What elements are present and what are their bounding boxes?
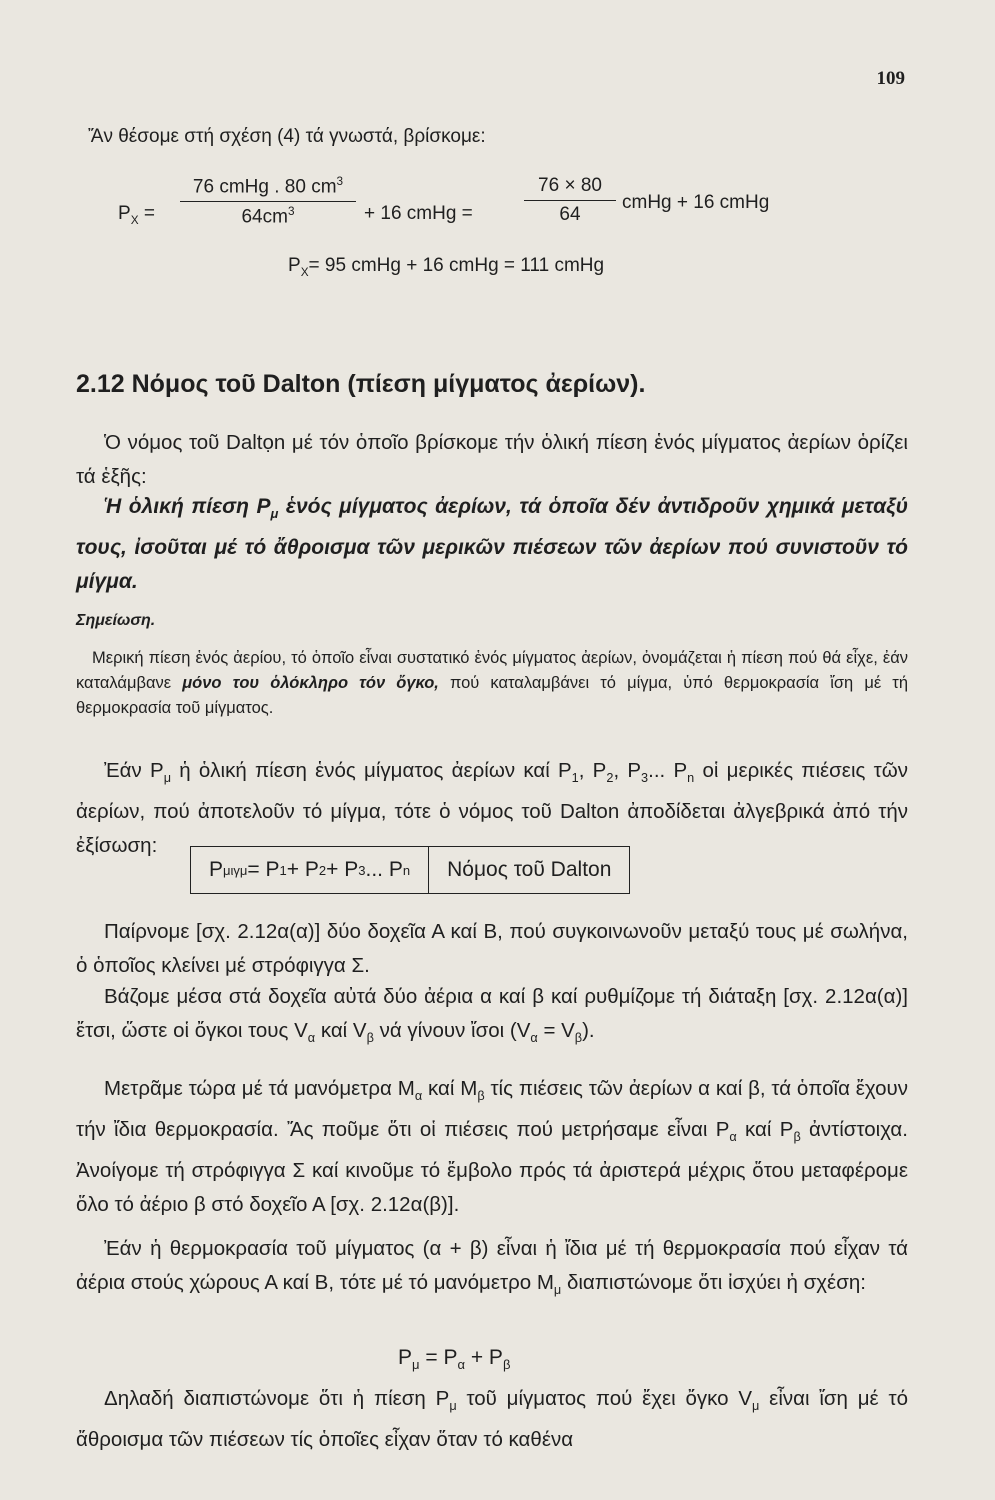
dalton-law-box bbox=[190, 846, 630, 894]
dalton-label: Νόμος τοῦ Dalton bbox=[428, 847, 629, 893]
dalton-equation: P μιγμ = P 1 + P 2 + P 3 ... P n bbox=[209, 858, 411, 881]
note-title: Σημείωση. bbox=[76, 612, 156, 629]
paragraph-conclusion: Δηλαδή διαπιστώνομε ὅτι ἡ πίεση $P_\mu$ τοῦ μίγματος πού ἔχει ὄγκο $V_\mu$ εἶναι ἴση μέ τό ἄθροισμα τῶν πιέσεων τίς ὁποῖες εἶχαν ὅταν τό καθένα bbox=[76, 1387, 908, 1452]
law-statement: Ἡ ὁλική πίεση $P_\mu$ ἑνός μίγματος ἀερίων, τά ὁποῖα δέν ἀντιδροῦν χημικά μεταξύ τους, ἰσοῦται μέ τό ἄθροισμα τῶν μερικῶν πιέσεων τῶν ἀερίων πού συνιστοῦν τό μίγμα. bbox=[76, 495, 908, 594]
formula1-lhs: $P_X$ = bbox=[118, 203, 155, 227]
formula1-fraction1: 76 cmHg . 80 $cm^3$ $64cm^3$ bbox=[180, 175, 356, 229]
formula1-middle: + 16 cmHg = bbox=[364, 203, 473, 224]
paragraph-measurement: Μετρᾶμε τώρα μέ τά μανόμετρα $M_\alpha$ καί $M_\beta$ τίς πιέσεις τῶν ἀερίων α καί β, τά ὁποῖα ἔχουν τήν ἴδια θερμοκρασία. Ἄς ποῦμε ὅτι οἱ πιέσεις πού μετρήσαμε εἶναι $P_\alpha$ καί $P_\beta$ ἀντίστοιχα. Ἀνοίγομε τή στρόφιγγα Σ καί κινοῦμε τό ἔμβολο πρός τά ἀριστερά μέχρις ὅτου μεταφέρομε ὅλο τό ἀέριο β στό δοχεῖο Α [σχ. 2.12α(β)]. bbox=[76, 1077, 908, 1217]
note-text: Μερική πίεση ἑνός ἀερίου, τό ὁποῖο εἶναι συστατικό ἑνός μίγματος ἀερίων, ὀνομάζεται ἡ πίεση πού θά εἶχε, ἐάν καταλάμβανε μόνο του ὁλόκληρο τόν ὄγκο, πού καταλαμβάνει τό μίγμα, ὑπό θερμοκρασία ἴση μέ τή θερμοκρασία τοῦ μίγματος. bbox=[76, 649, 908, 717]
section-heading: 2.12 Νόμος τοῦ Dalton (πίεση μίγματος ἀερίων). bbox=[76, 370, 646, 398]
formula1-tail: cmHg + 16 cmHg bbox=[622, 192, 770, 213]
paragraph-intro: Ὁ νόμος τοῦ Daltọn μέ τόν ὁποῖο βρίσκομε τήν ὁλική πίεση ἑνός μίγματος ἀερίων ὁρίζει τά ἑξῆς: bbox=[76, 431, 908, 488]
formula2: $P_X= 95$ cmHg + 16 cmHg = 111 cmHg bbox=[288, 255, 605, 279]
paragraph-setup: Παίρνομε [σχ. 2.12α(α)] δύο δοχεῖα Α καί Β, πού συγκοινωνοῦν μεταξύ τους μέ σωλήνα, ὁ ὁποῖος κλείνει μέ στρόφιγγα Σ. bbox=[76, 920, 908, 977]
formula-partial-sum: $P_\mu = P_\alpha + P_\beta$ bbox=[398, 1346, 511, 1373]
paragraph-gases: Βάζομε μέσα στά δοχεῖα αὐτά δύο ἀέρια α καί β καί ρυθμίζομε τή διάταξη [σχ. 2.12α(α)] ἔτσι, ὥστε οἱ ὄγκοι τους $V_\alpha$ καί $V_\beta$ νά γίνουν ἴσοι $(V_\alpha = V_\beta)$. bbox=[76, 985, 908, 1046]
page-number: 109 bbox=[876, 68, 905, 89]
formula1-fraction2: $\frac{76 \times 80}{64}$ bbox=[524, 175, 616, 226]
paragraph-definition: Ἐάν $P_\mu$ ἡ ὁλική πίεση ἑνός μίγματος ἀερίων καί $P_1$, $P_2$, $P_3$... $P_n$ οἱ μερικές πιέσεις τῶν ἀερίων, πού ἀποτελοῦν τό μίγμα, τότε ὁ νόμος τοῦ Dalton ἀποδίδεται ἀλγεβρικά ἀπό τήν ἐξίσωση: bbox=[76, 759, 908, 858]
paragraph-temperature: Ἐάν ἡ θερμοκρασία τοῦ μίγματος (α + β) εἶναι ἡ ἴδια μέ τή θερμοκρασία πού εἶχαν τά ἀέρια στούς χώρους Α καί Β, τότε μέ τό μανόμετρο $M_\mu$ διαπιστώνομε ὅτι ἰσχύει ἡ σχέση: bbox=[76, 1237, 908, 1298]
intro-line: Ἄν θέσομε στή σχέση (4) τά γνωστά, βρίσκομε: bbox=[88, 126, 486, 147]
